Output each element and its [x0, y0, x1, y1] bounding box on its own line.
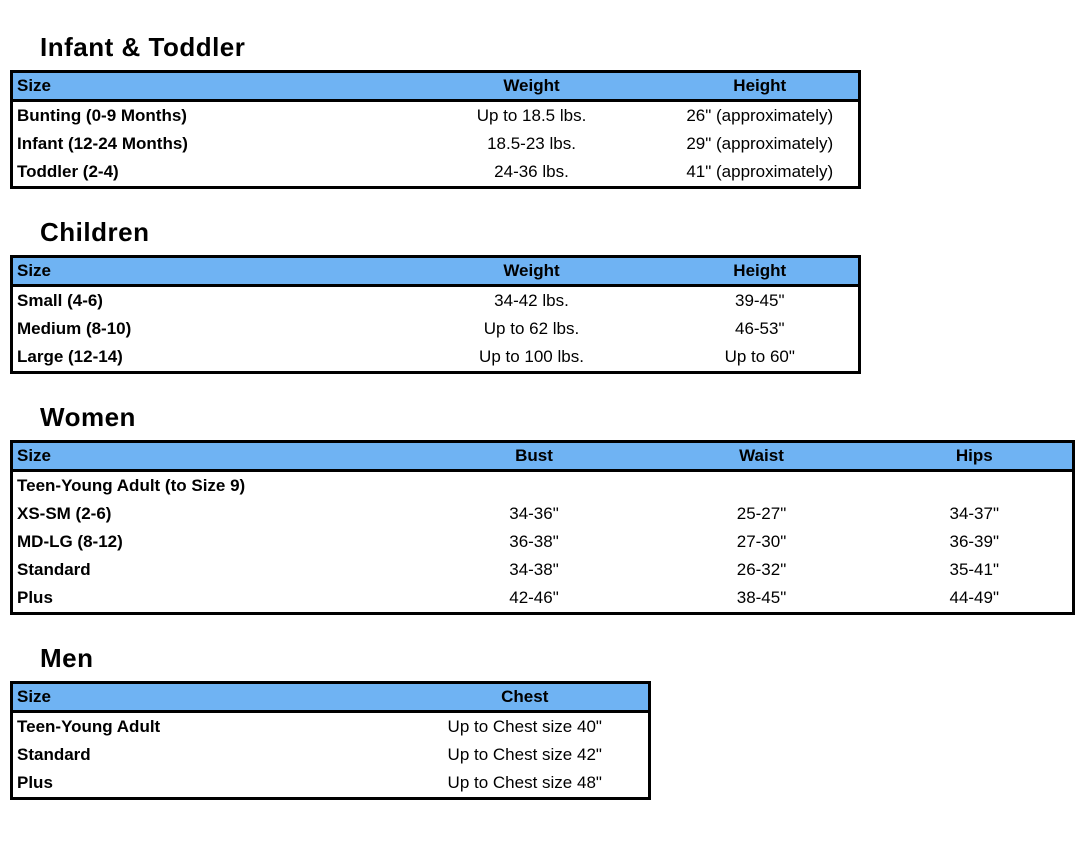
- value-cell: [422, 471, 647, 501]
- row-label: Teen-Young Adult (to Size 9): [17, 476, 246, 495]
- row-label: XS-SM (2-6): [17, 504, 112, 523]
- value-cell: 24-36 lbs.: [494, 162, 569, 181]
- table-row: [12, 158, 860, 188]
- row-label: Large (12-14): [17, 347, 123, 366]
- size-table-men: [10, 681, 651, 800]
- value-cell: 38-45": [736, 588, 787, 607]
- row-label: Bunting (0-9 Months): [17, 106, 187, 125]
- value-cell: 44-49": [949, 588, 999, 607]
- size-table-children: [10, 255, 861, 374]
- section-title-women: Women: [40, 402, 136, 432]
- section-women: [10, 402, 1083, 615]
- value-cell: 39-45": [734, 291, 785, 310]
- row-label: Plus: [17, 773, 53, 792]
- value-cell: Up to 100 lbs.: [479, 347, 584, 366]
- column-header-weight: Weight: [402, 257, 662, 286]
- value-cell: 34-42 lbs.: [494, 291, 569, 310]
- value-cell: 34-38": [509, 560, 559, 579]
- section-children: [10, 217, 1083, 374]
- row-label: Toddler (2-4): [17, 162, 119, 181]
- column-header-bust: Bust: [422, 442, 647, 471]
- value-cell: Up to Chest size 48": [447, 773, 602, 792]
- table-row: [12, 471, 1074, 501]
- value-cell: [647, 471, 877, 501]
- table-row: [12, 712, 650, 742]
- column-header-height: Height: [662, 72, 860, 101]
- value-cell: 41" (approximately): [686, 162, 834, 181]
- row-label: Standard: [17, 745, 91, 764]
- section-title-infant-toddler: Infant & Toddler: [40, 32, 246, 62]
- row-label: MD-LG (8-12): [17, 532, 123, 551]
- value-cell: 35-41": [949, 560, 999, 579]
- table-row: [12, 584, 1074, 614]
- row-label: Infant (12-24 Months): [17, 134, 188, 153]
- table-row: [12, 556, 1074, 584]
- value-cell: Up to Chest size 40": [447, 717, 602, 736]
- section-infant-toddler: [10, 32, 1083, 189]
- value-cell: Up to 18.5 lbs.: [476, 106, 587, 125]
- column-header-chest: Chest: [402, 683, 650, 712]
- header-row: [12, 442, 1074, 471]
- row-label: Small (4-6): [17, 291, 103, 310]
- table-row: [12, 769, 650, 799]
- table-row: [12, 741, 650, 769]
- table-row: [12, 528, 1074, 556]
- value-cell: 34-36": [509, 504, 559, 523]
- column-header-size: Size: [12, 257, 402, 286]
- value-cell: 25-27": [736, 504, 787, 523]
- value-cell: 18.5-23 lbs.: [487, 134, 576, 153]
- value-cell: 27-30": [736, 532, 787, 551]
- row-label: Medium (8-10): [17, 319, 132, 338]
- value-cell: Up to 62 lbs.: [483, 319, 580, 338]
- column-header-size: Size: [12, 442, 422, 471]
- column-header-height: Height: [662, 257, 860, 286]
- section-title-children: Children: [40, 217, 150, 247]
- table-row: [12, 343, 860, 373]
- value-cell: 34-37": [949, 504, 999, 523]
- size-table-infant-toddler: [10, 70, 861, 189]
- section-men: [10, 643, 1083, 800]
- column-header-weight: Weight: [402, 72, 662, 101]
- table-row: [12, 500, 1074, 528]
- size-table-women: [10, 440, 1075, 615]
- section-title-men: Men: [40, 643, 94, 673]
- value-cell: Up to Chest size 42": [447, 745, 602, 764]
- value-cell: 36-39": [949, 532, 999, 551]
- row-label: Standard: [17, 560, 91, 579]
- column-header-size: Size: [12, 683, 402, 712]
- header-row: [12, 683, 650, 712]
- header-row: [12, 72, 860, 101]
- row-label: Teen-Young Adult: [17, 717, 161, 736]
- value-cell: [877, 471, 1074, 501]
- table-row: [12, 315, 860, 343]
- table-row: [12, 286, 860, 316]
- header-row: [12, 257, 860, 286]
- value-cell: 26" (approximately): [686, 106, 834, 125]
- value-cell: Up to 60": [724, 347, 795, 366]
- value-cell: 46-53": [734, 319, 785, 338]
- value-cell: 26-32": [736, 560, 787, 579]
- row-label: Plus: [17, 588, 53, 607]
- column-header-size: Size: [12, 72, 402, 101]
- value-cell: 29" (approximately): [686, 134, 834, 153]
- value-cell: 42-46": [509, 588, 559, 607]
- column-header-waist: Waist: [647, 442, 877, 471]
- value-cell: 36-38": [509, 532, 559, 551]
- column-header-hips: Hips: [877, 442, 1074, 471]
- table-row: [12, 101, 860, 131]
- table-row: [12, 130, 860, 158]
